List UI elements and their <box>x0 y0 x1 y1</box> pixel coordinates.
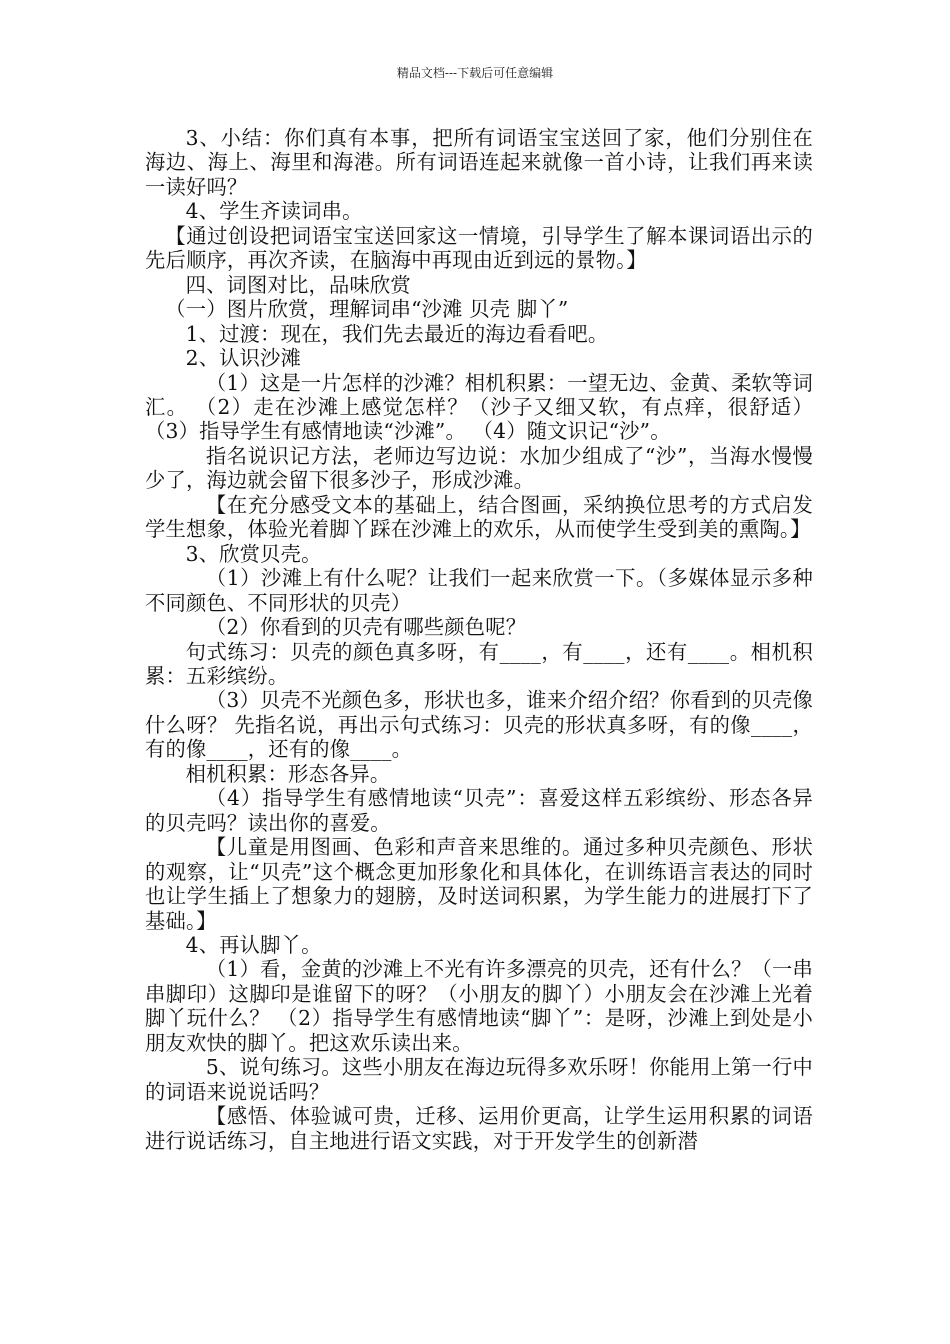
paragraph: 句式练习：贝壳的颜色真多呀，有____，有____，还有____。相机积累：五彩缤纷。 <box>145 639 813 688</box>
paragraph: （一）图片欣赏，理解词串“沙滩 贝壳 脚丫” <box>165 297 569 322</box>
paragraph: 2、认识沙滩 <box>185 346 302 371</box>
page-header: 精品文档---下载后可任意编辑 <box>396 66 554 80</box>
document-body <box>145 126 813 1153</box>
paragraph: 指名说识记方法，老师边写边说：水加少组成了“沙”，当海水慢慢少了，海边就会留下很多沙子，形成沙滩。 <box>145 443 813 493</box>
paragraph: 【通过创设把词语宝宝送回家这一情境，引导学生了解本课词语出示的先后顺序，再次齐读，在脑海中再现由近到远的景物。】 <box>145 223 813 273</box>
paragraph: 【感悟、体验诚可贵，迁移、运用价更高，让学生运用积累的词语进行说话练习，自主地进行语文实践，对于开发学生的创新潜 <box>145 1104 813 1153</box>
paragraph: （1）这是一片怎样的沙滩？相机积累：一望无边、金黄、柔软等词汇。 （2）走在沙滩上感觉怎样？（沙子又细又软，有点痒，很舒适） （3）指导学生有感情地读“沙滩”。 （4）随文识记“沙”。 <box>145 370 813 444</box>
paragraph: 【在充分感受文本的基础上，结合图画，采纳换位思考的方式启发学生想象，体验光着脚丫踩在沙滩上的欢乐，从而使学生受到美的熏陶。】 <box>145 492 813 542</box>
paragraph: （1）看，金黄的沙滩上不光有许多漂亮的贝壳，还有什么？（一串串脚印）这脚印是谁留下的呀？（小朋友的脚丫）小朋友会在沙滩上光着脚丫玩什么？ （2）指导学生有感情地读“脚丫”：是呀，沙滩上到处是小朋友欢快的脚丫。把这欢乐读出来。 <box>145 957 813 1055</box>
paragraph: （2）你看到的贝壳有哪些颜色呢？ <box>205 615 527 640</box>
paragraph: 3、小结：你们真有本事，把所有词语宝宝送回了家，他们分别住在海边、海上、海里和海港。所有词语连起来就像一首小诗，让我们再来读一读好吗？ <box>145 126 813 199</box>
paragraph: 四、词图对比，品味欣赏 <box>185 272 411 297</box>
paragraph: 【儿童是用图画、色彩和声音来思维的。通过多种贝壳颜色、形状的观察，让“贝壳”这个概念更加形象化和具体化，在训练语言表达的同时也让学生插上了想象力的翅膀，及时送词积累，为学生能力的进展打下了基础。】 <box>145 835 813 933</box>
paragraph: 1、过渡：现在，我们先去最近的海边看看吧。 <box>185 321 609 346</box>
paragraph: （3）贝壳不光颜色多，形状也多，谁来介绍介绍？你看到的贝壳像什么呀？ 先指名说，再出示句式练习：贝壳的形状真多呀，有的像____，有的像____，还有的像____。 <box>145 688 813 762</box>
paragraph: （4）指导学生有感情地读“贝壳”：喜爱这样五彩缤纷、形态各异的贝壳吗？读出你的喜爱。 <box>145 786 813 835</box>
paragraph: 相机积累：形态各异。 <box>185 761 391 786</box>
paragraph: 4、学生齐读词串。 <box>185 199 363 224</box>
paragraph: （1）沙滩上有什么呢？让我们一起来欣赏一下。（多媒体显示多种不同颜色、不同形状的贝壳） <box>145 566 813 615</box>
paragraph: 3、欣赏贝壳。 <box>185 541 322 566</box>
paragraph: 4、再认脚丫。 <box>185 932 322 957</box>
paragraph: 5、说句练习。这些小朋友在海边玩得多欢乐呀！你能用上第一行中的词语来说说话吗？ <box>145 1055 813 1104</box>
